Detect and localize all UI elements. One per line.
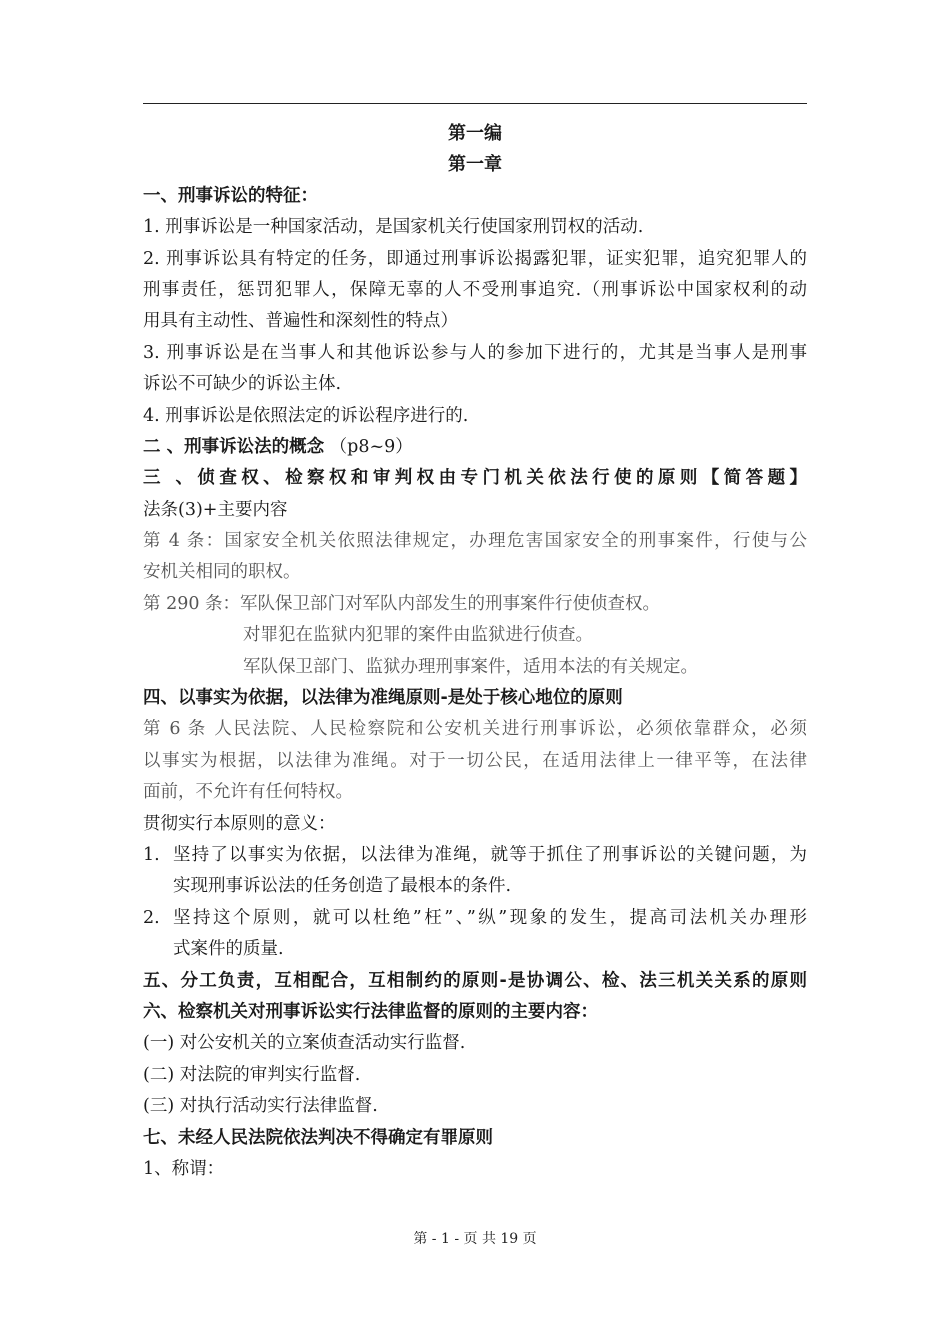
section-heading-3: 三 、侦查权、检察权和审判权由专门机关依法行使的原则【简答题】 (143, 468, 807, 489)
supervision-item-3: (三) 对执行活动实行法律监督. (143, 1096, 378, 1117)
section-heading-2: 二 、刑事诉讼法的概念 (143, 436, 325, 457)
meaning-item-2-line-1: 坚持这个原则，就可以杜绝”枉”、”纵”现象的发生，提高司法机关办理形 (173, 907, 807, 928)
article-290-line-1: 第 290 条：军队保卫部门对军队内部发生的刑事案件行使侦查权。 (143, 593, 661, 614)
meaning-item-1-line-1: 坚持了以事实为依据，以法律为准绳，就等于抓住了刑事诉讼的关键问题，为 (173, 844, 807, 865)
supervision-item-1: (一) 对公安机关的立案侦查活动实行监督. (143, 1033, 466, 1054)
section-heading-2-row (143, 432, 807, 463)
supervision-item-2: (二) 对法院的审判实行监督. (143, 1064, 361, 1085)
meaning-item-1 (143, 840, 807, 871)
article-290-line-2: 对罪犯在监狱内犯罪的案件由监狱进行侦查。 (243, 625, 593, 646)
page-number-footer: 第 - 1 - 页 共 19 页 (413, 1231, 537, 1247)
section-heading-4: 四、以事实为依据，以法律为准绳原则-是处于核心地位的原则 (143, 688, 623, 709)
header-rule (143, 103, 807, 104)
section-heading-5: 五、分工负责，互相配合，互相制约的原则-是协调公、检、法三机关关系的原则 (143, 970, 807, 991)
paragraph-3-line-2: 诉讼不可缺少的诉讼主体. (143, 374, 342, 395)
section-7-subtitle: 1、称谓： (143, 1158, 225, 1179)
paragraph-4: 4. 刑事诉讼是依照法定的诉讼程序进行的. (143, 405, 469, 426)
paragraph-2-line-3: 用具有主动性、普遍性和深刻性的特点） (143, 311, 458, 332)
document-body (143, 118, 807, 1185)
paragraph-1: 1. 刑事诉讼是一种国家活动，是国家机关行使国家刑罚权的活动. (143, 217, 644, 238)
article-4-line-2: 安机关相同的职权。 (143, 562, 301, 583)
section-heading-1: 一、刑事诉讼的特征： (143, 185, 318, 206)
meaning-label: 贯彻实行本原则的意义： (143, 813, 336, 834)
section-heading-6: 六、检察机关对刑事诉讼实行法律监督的原则的主要内容： (143, 1001, 598, 1022)
section-3-subtitle: 法条(3)+主要内容 (143, 499, 288, 520)
article-290-line-3: 军队保卫部门、监狱办理刑事案件，适用本法的有关规定。 (243, 656, 698, 677)
paragraph-3-line-1: 3. 刑事诉讼是在当事人和其他诉讼参与人的参加下进行的，尤其是当事人是刑事 (143, 342, 807, 363)
page-reference: （p8~9） (329, 436, 413, 457)
meaning-item-2 (143, 903, 807, 934)
meaning-item-2-line-2: 式案件的质量. (173, 939, 284, 960)
meaning-item-1-line-2: 实现刑事诉讼法的任务创造了最根本的条件. (173, 876, 512, 897)
list-number: 2. (143, 907, 160, 928)
article-4-line-1: 第 4 条：国家安全机关依照法律规定，办理危害国家安全的刑事案件，行使与公 (143, 531, 807, 552)
article-6-line-3: 面前，不允许有任何特权。 (143, 782, 353, 803)
article-6-line-1: 第 6 条 人民法院、人民检察院和公安机关进行刑事诉讼，必须依靠群众，必须 (143, 719, 807, 740)
paragraph-2-line-2: 刑事责任，惩罚犯罪人，保障无辜的人不受刑事追究.（刑事诉讼中国家权利的动 (143, 279, 807, 300)
list-number: 1. (143, 844, 160, 865)
section-heading-7: 七、未经人民法院依法判决不得确定有罪原则 (143, 1127, 493, 1148)
chapter-title: 第一章 (448, 154, 502, 176)
part-title: 第一编 (448, 123, 502, 144)
article-6-line-2: 以事实为根据，以法律为准绳。对于一切公民，在适用法律上一律平等，在法律 (143, 750, 807, 771)
paragraph-2-line-1: 2. 刑事诉讼具有特定的任务，即通过刑事诉讼揭露犯罪，证实犯罪，追究犯罪人的 (143, 248, 807, 269)
